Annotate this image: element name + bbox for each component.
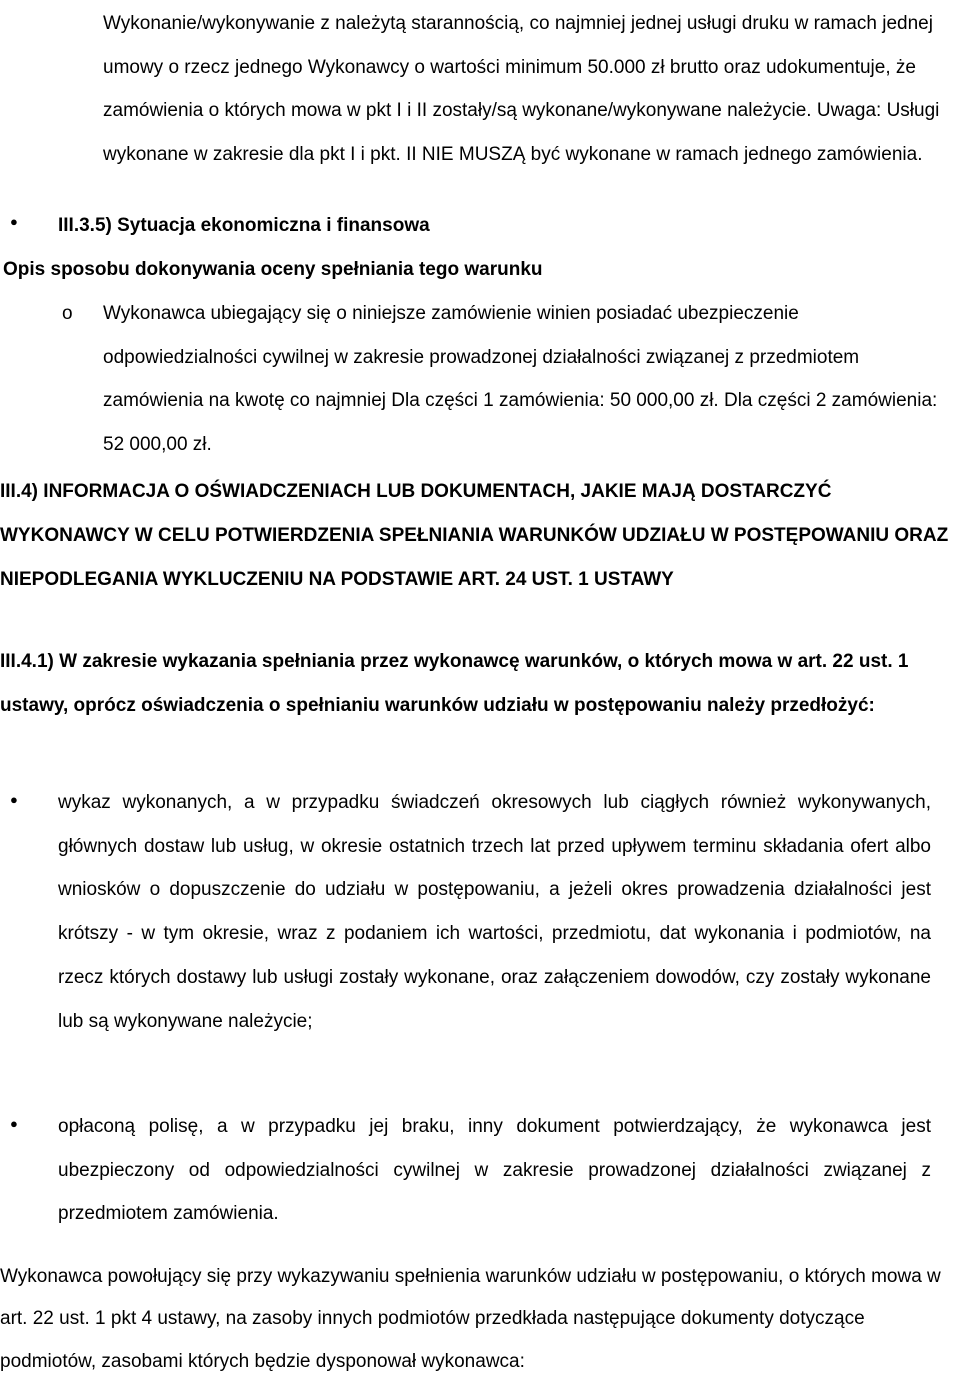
circle-bullet-marker: o	[62, 303, 73, 324]
bullet-marker: ●	[10, 792, 18, 807]
bullet-marker: ●	[10, 1116, 18, 1131]
list-item-wykaz: wykaz wykonanych, a w przypadku świadczeń okresowych lub ciągłych również wykonywanych, głównych dostaw lub usług, w okresie ostatnich trzech lat przed upływem terminu składania ofert albo wniosków o dopuszczenie do udziału w postępowaniu, a jeżeli okres prowadzenia działalności jest krótszy - w tym okresie, wraz z podaniem ich wartości, przedmiotu, dat wykonania i podmiotów, na rzecz których dostawy lub usługi zostały wykonane, oraz załączeniem dowodów, czy zostały wykonane lub są wykonywane należycie;	[58, 792, 931, 1032]
section-3-5-subtitle: Opis sposobu dokonywania oceny spełniania tego warunku	[3, 259, 543, 280]
section-3-5-item: Wykonawca ubiegający się o niniejsze zamówienie winien posiadać ubezpieczenie odpowiedzialności cywilnej w zakresie prowadzonej działalności związanej z przedmiotem zamówienia na kwotę co najmniej Dla części 1 zamówienia: 50 000,00 zł. Dla części 2 zamówienia: 52 000,00 zł.	[103, 303, 938, 456]
section-4-heading: III.4) INFORMACJA O OŚWIADCZENIACH LUB DOKUMENTACH, JAKIE MAJĄ DOSTARCZYĆ WYKONAWCY W CELU POTWIERDZENIA SPEŁNIANIA WARUNKÓW UDZIAŁU W POSTĘPOWANIU ORAZ NIEPODLEGANIA WYKLUCZENIU NA PODSTAWIE ART. 24 UST. 1 USTAWY	[0, 481, 949, 590]
section-3-5-title: III.3.5) Sytuacja ekonomiczna i finansowa	[58, 215, 430, 236]
closing-paragraph: Wykonawca powołujący się przy wykazywaniu spełnienia warunków udziału w postępowaniu, o których mowa w art. 22 ust. 1 pkt 4 ustawy, na zasoby innych podmiotów przedkłada następujące dokumenty dotyczące podmiotów, zasobami których będzie dysponował wykonawca:	[0, 1266, 941, 1372]
section-4-1-heading: III.4.1) W zakresie wykazania spełniania przez wykonawcę warunków, o których mowa w art. 22 ust. 1 ustawy, oprócz oświadczenia o spełnianiu warunków udziału w postępowaniu należy przedłożyć:	[0, 651, 909, 716]
continuation-paragraph: Wykonanie/wykonywanie z należytą starannością, co najmniej jednej usługi druku w ramach jednej umowy o rzecz jednego Wykonawcy o wartości minimum 50.000 zł brutto oraz udokumentuje, że zamówienia o których mowa w pkt I i II zostały/są wykonane/wykonywane należycie. Uwaga: Usługi wykonane w zakresie dla pkt I i pkt. II NIE MUSZĄ być wykonane w ramach jednego zamówienia.	[103, 13, 940, 165]
bullet-marker: ●	[10, 214, 18, 229]
list-item-polisa: opłaconą polisę, a w przypadku jej braku, inny dokument potwierdzający, że wykonawca jest ubezpieczony od odpowiedzialności cywilnej w zakresie prowadzonej działalności związanej z przedmiotem zamówienia.	[58, 1116, 931, 1225]
